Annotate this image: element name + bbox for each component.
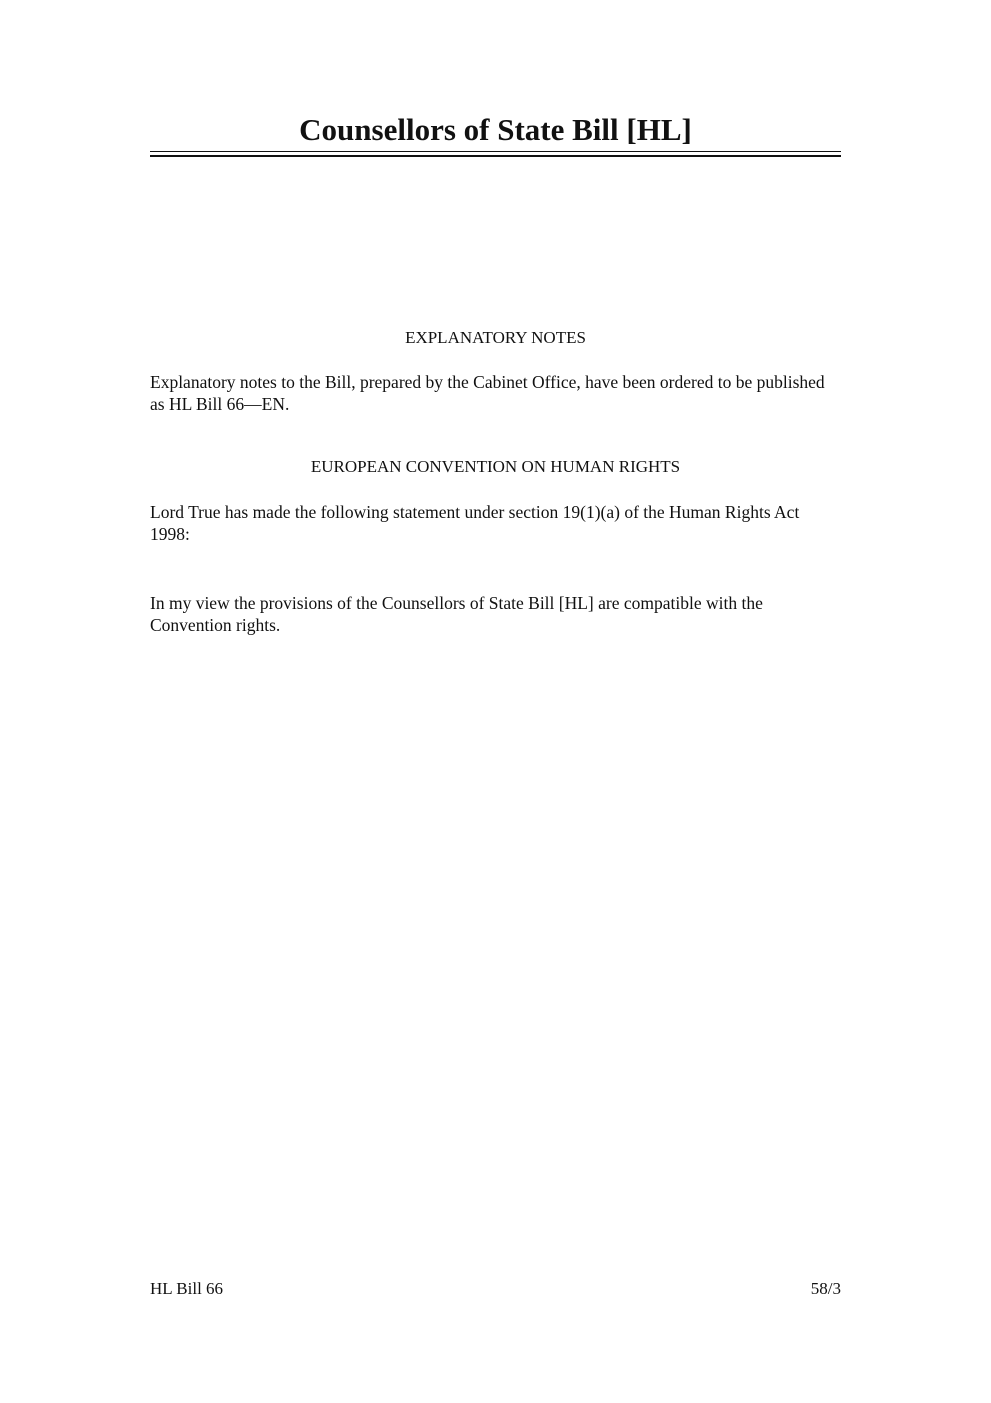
section-heading-explanatory-notes: EXPLANATORY NOTES xyxy=(405,328,586,347)
echr-compatibility-statement: In my view the provisions of the Counsellors of State Bill [HL] are compatible with the Convention rights. xyxy=(150,593,763,635)
document-title: Counsellors of State Bill [HL] xyxy=(299,112,692,147)
explanatory-notes-paragraph: Explanatory notes to the Bill, prepared by the Cabinet Office, have been ordered to be published as HL Bill 66—EN. xyxy=(150,372,825,414)
footer-bill-number: HL Bill 66 xyxy=(150,1279,224,1298)
title-rule-thick xyxy=(150,155,841,157)
footer-print-reference: 58/3 xyxy=(810,1279,841,1298)
echr-statement-intro: Lord True has made the following statement under section 19(1)(a) of the Human Rights Act 1998: xyxy=(150,502,800,544)
title-rule-thin xyxy=(150,151,841,152)
section-heading-echr: EUROPEAN CONVENTION ON HUMAN RIGHTS xyxy=(310,457,681,476)
